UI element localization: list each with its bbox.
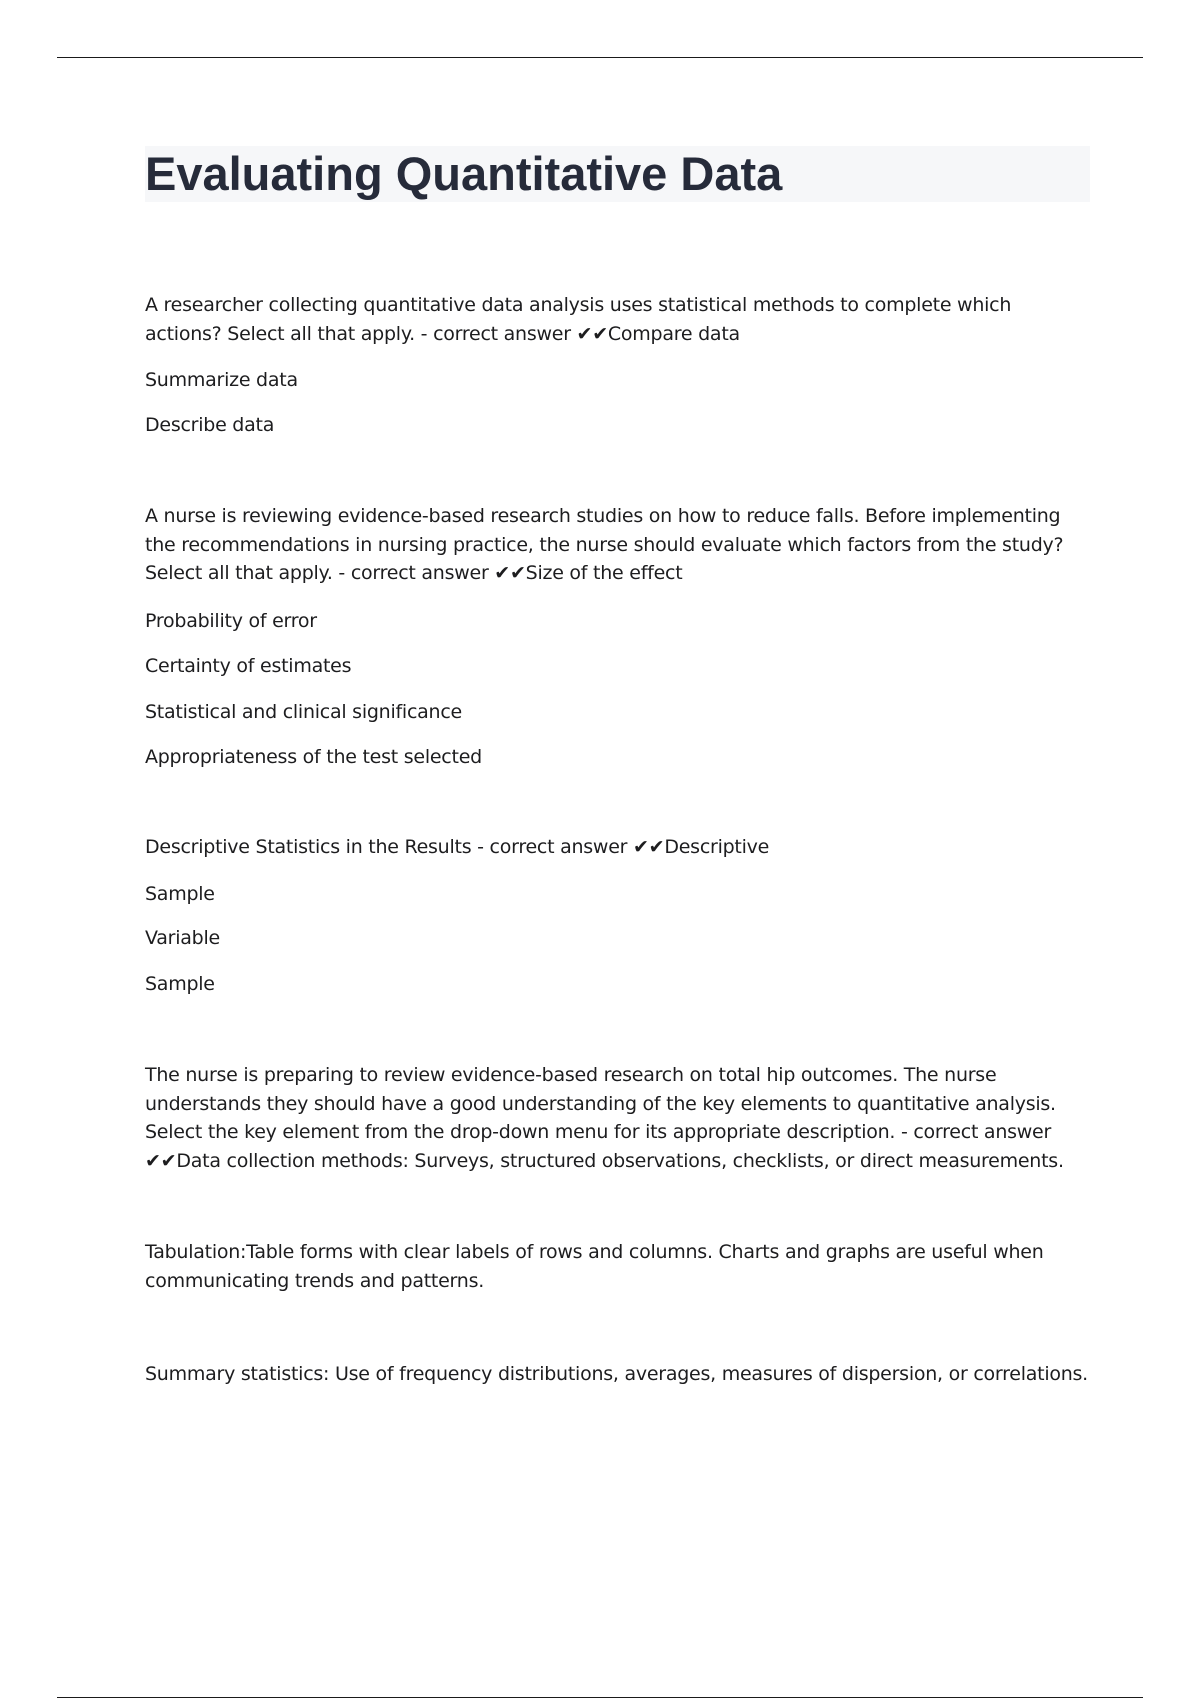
question-3 [145, 833, 1090, 862]
question-2 [145, 502, 1090, 588]
option-text: Describe data [145, 414, 275, 436]
option-text: Sample [145, 883, 215, 905]
question-text: Descriptive Statistics in the Results - correct answer ✔✔Descriptive [145, 836, 770, 858]
option-text: Certainty of estimates [145, 655, 352, 677]
question-text: The nurse is preparing to review evidence-based research on total hip outcomes. The nurse understands they should have a good understanding of the key elements to quantitative analysis. Select the key element from the drop-down menu for its appropriate description. - correct answer ✔✔Data collection methods: Surveys, structured observations, checklists, or direct measurements. [145, 1064, 1064, 1172]
question-3-option-2 [145, 924, 1090, 952]
question-4 [145, 1061, 1090, 1175]
option-text: Appropriateness of the test selected [145, 746, 482, 768]
paragraph-summary-statistics [145, 1360, 1090, 1389]
option-text: Variable [145, 927, 220, 949]
question-1-option-2 [145, 411, 1090, 439]
question-text: A nurse is reviewing evidence-based research studies on how to reduce falls. Before implementing the recommendations in nursing practice, the nurse should evaluate which factors from the study? Select all that apply. - correct answer ✔✔Size of the effect [145, 505, 1064, 584]
paragraph-text: Summary statistics: Use of frequency distributions, averages, measures of dispersion, or correlations. [145, 1363, 1088, 1385]
bottom-rule [57, 1697, 1143, 1698]
option-text: Sample [145, 973, 215, 995]
question-1-option-1 [145, 366, 1090, 394]
question-2-option-3 [145, 698, 1090, 726]
question-2-option-2 [145, 652, 1090, 680]
question-2-option-4 [145, 743, 1090, 771]
paragraph-text: Tabulation:Table forms with clear labels of rows and columns. Charts and graphs are useful when communicating trends and patterns. [145, 1241, 1044, 1292]
paragraph-tabulation [145, 1238, 1090, 1295]
option-text: Summarize data [145, 369, 298, 391]
question-2-option-1 [145, 607, 1090, 635]
question-3-option-3 [145, 970, 1090, 998]
question-text: A researcher collecting quantitative data analysis uses statistical methods to complete which actions? Select all that apply. - correct answer ✔✔Compare data [145, 294, 1012, 345]
top-rule [57, 57, 1143, 58]
option-text: Probability of error [145, 610, 317, 632]
question-3-option-1 [145, 880, 1090, 908]
option-text: Statistical and clinical significance [145, 701, 462, 723]
question-1 [145, 291, 1090, 348]
page-title: Evaluating Quantitative Data [145, 147, 783, 200]
